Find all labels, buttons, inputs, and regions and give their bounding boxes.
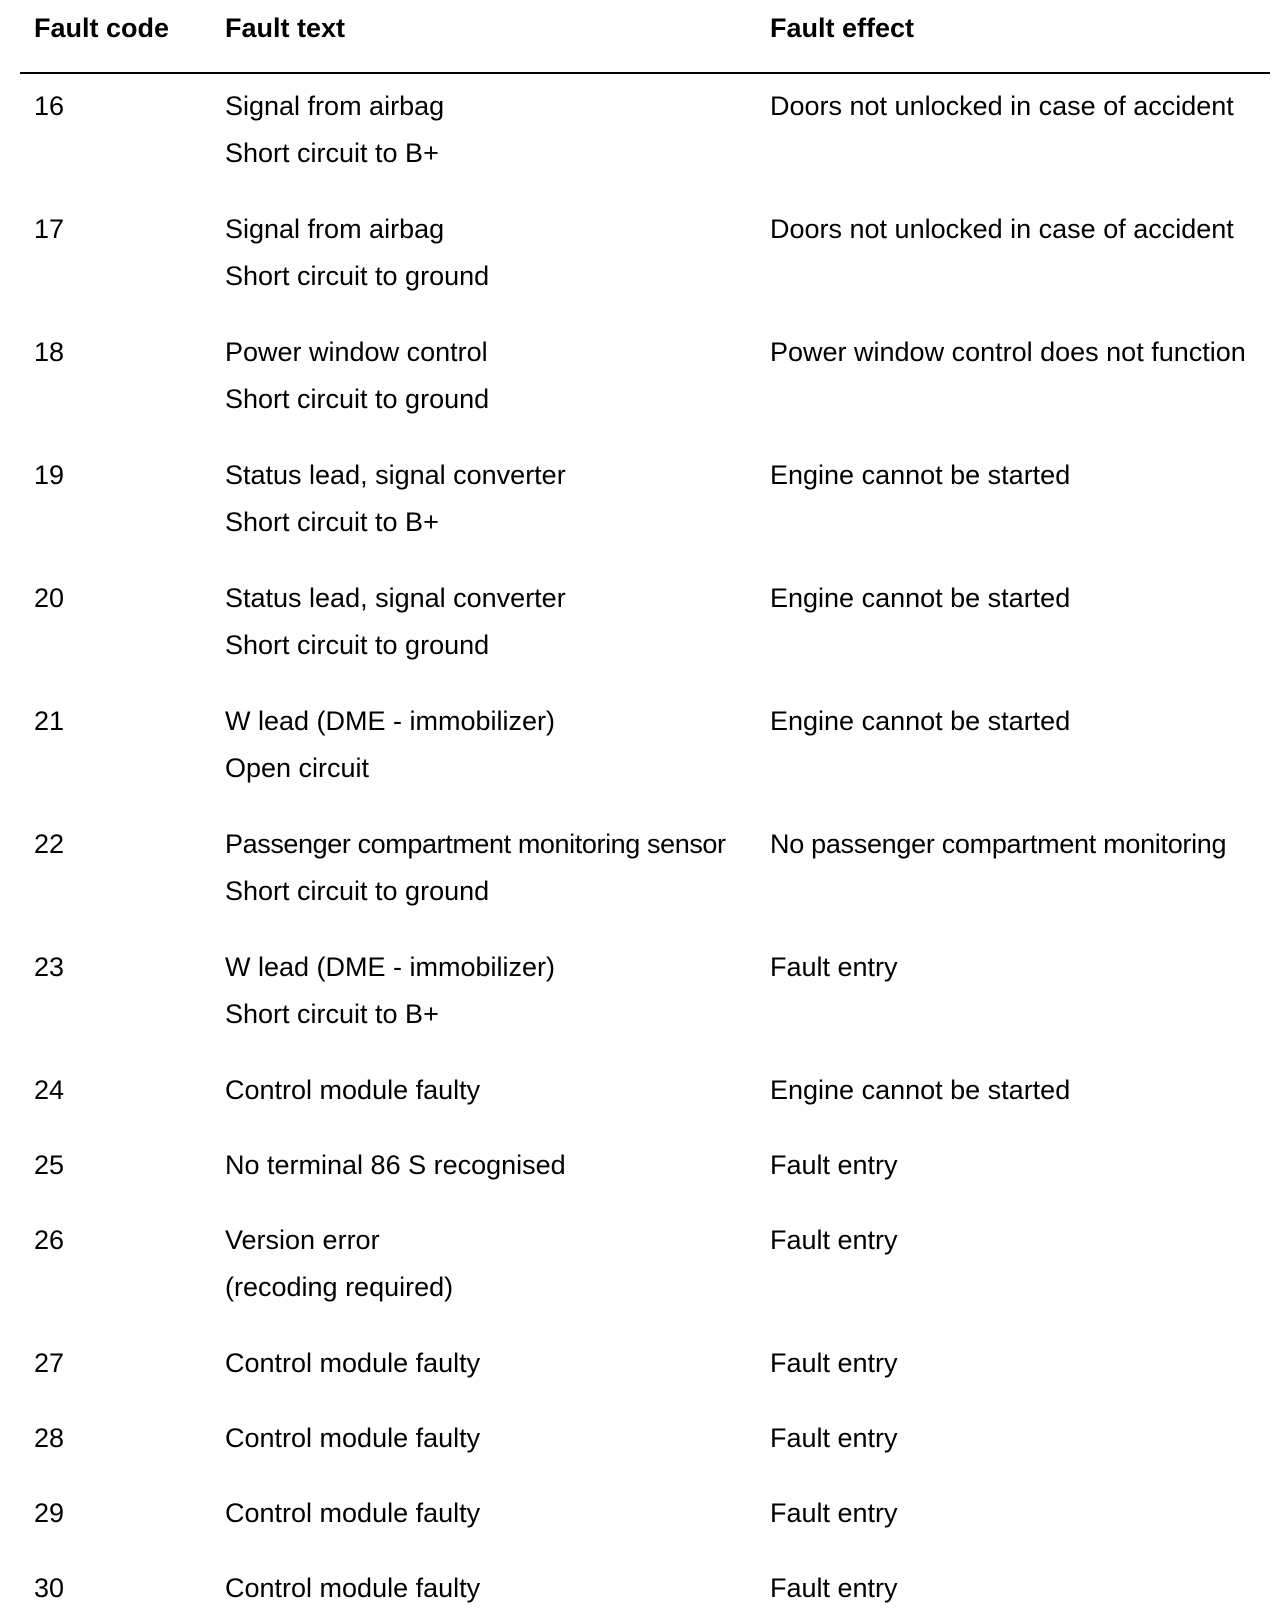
- fault-code: 25: [34, 1150, 65, 1180]
- fault-code: 23: [34, 952, 65, 982]
- fault-text-line: Short circuit to ground: [225, 630, 490, 660]
- fault-text-line: Open circuit: [225, 753, 370, 783]
- fault-effect: Fault entry: [770, 1498, 898, 1528]
- fault-text: [225, 1142, 566, 1189]
- fault-text-line: Short circuit to B+: [225, 999, 439, 1029]
- fault-text-line: Short circuit to ground: [225, 384, 490, 414]
- header-fault-text: Fault text: [225, 13, 346, 43]
- fault-text: [225, 206, 489, 300]
- fault-code: 16: [34, 91, 65, 121]
- fault-effect: Fault entry: [770, 1225, 898, 1255]
- fault-text: [225, 1340, 480, 1387]
- fault-effect: Fault entry: [770, 1423, 898, 1453]
- header-fault-code: Fault code: [34, 13, 170, 43]
- fault-text-line: Signal from airbag: [225, 214, 445, 244]
- fault-code: 20: [34, 583, 65, 613]
- fault-text-line: Control module faulty: [225, 1498, 481, 1528]
- fault-code: 21: [34, 706, 65, 736]
- fault-effect: Doors not unlocked in case of accident: [770, 91, 1234, 121]
- fault-text-line: W lead (DME - immobilizer): [225, 706, 556, 736]
- fault-text: [225, 698, 555, 792]
- fault-text: [225, 944, 555, 1038]
- fault-text-line: Short circuit to ground: [225, 261, 490, 291]
- fault-text: [225, 1565, 480, 1612]
- fault-effect: Power window control does not function: [770, 337, 1246, 367]
- header-fault-effect: Fault effect: [770, 13, 915, 43]
- fault-text: [225, 452, 566, 546]
- fault-code: 19: [34, 460, 65, 490]
- fault-text-line: Control module faulty: [225, 1573, 481, 1603]
- fault-text-line: Power window control: [225, 337, 488, 367]
- fault-effect: Fault entry: [770, 1573, 898, 1603]
- fault-text-line: Control module faulty: [225, 1075, 481, 1105]
- fault-text: [225, 821, 726, 915]
- fault-text-line: Control module faulty: [225, 1423, 481, 1453]
- fault-text-line: Short circuit to ground: [225, 876, 490, 906]
- fault-text-line: Control module faulty: [225, 1348, 481, 1378]
- fault-effect: Engine cannot be started: [770, 583, 1071, 613]
- fault-code: 27: [34, 1348, 65, 1378]
- fault-text-line: Signal from airbag: [225, 91, 445, 121]
- header-divider: [20, 72, 1270, 74]
- fault-text: [225, 1217, 453, 1311]
- fault-code: 26: [34, 1225, 65, 1255]
- fault-text-line: Short circuit to B+: [225, 138, 439, 168]
- fault-text-line: Status lead, signal converter: [225, 583, 566, 613]
- fault-code: 22: [34, 829, 65, 859]
- fault-effect: Engine cannot be started: [770, 1075, 1071, 1105]
- fault-effect: Fault entry: [770, 952, 898, 982]
- fault-effect: Doors not unlocked in case of accident: [770, 214, 1234, 244]
- table-header: [0, 0, 1280, 62]
- fault-text: [225, 575, 566, 669]
- fault-text: [225, 83, 444, 177]
- fault-text-line: Status lead, signal converter: [225, 460, 566, 490]
- fault-effect: Fault entry: [770, 1348, 898, 1378]
- fault-text-line: W lead (DME - immobilizer): [225, 952, 556, 982]
- fault-text: [225, 1490, 480, 1537]
- fault-text-line: No terminal 86 S recognised: [225, 1150, 566, 1180]
- fault-effect: Engine cannot be started: [770, 706, 1071, 736]
- fault-effect: No passenger compartment monitoring: [770, 829, 1227, 859]
- fault-code: 18: [34, 337, 65, 367]
- fault-text: [225, 329, 489, 423]
- fault-text: [225, 1067, 480, 1114]
- fault-text: [225, 1415, 480, 1462]
- fault-text-line: (recoding required): [225, 1272, 454, 1302]
- fault-code: 17: [34, 214, 65, 244]
- fault-code: 28: [34, 1423, 65, 1453]
- fault-text-line: Passenger compartment monitoring sensor: [225, 829, 726, 859]
- fault-text-line: Version error: [225, 1225, 380, 1255]
- fault-effect: Fault entry: [770, 1150, 898, 1180]
- fault-code: 30: [34, 1573, 65, 1603]
- fault-code: 24: [34, 1075, 65, 1105]
- fault-text-line: Short circuit to B+: [225, 507, 439, 537]
- fault-effect: Engine cannot be started: [770, 460, 1071, 490]
- fault-code: 29: [34, 1498, 65, 1528]
